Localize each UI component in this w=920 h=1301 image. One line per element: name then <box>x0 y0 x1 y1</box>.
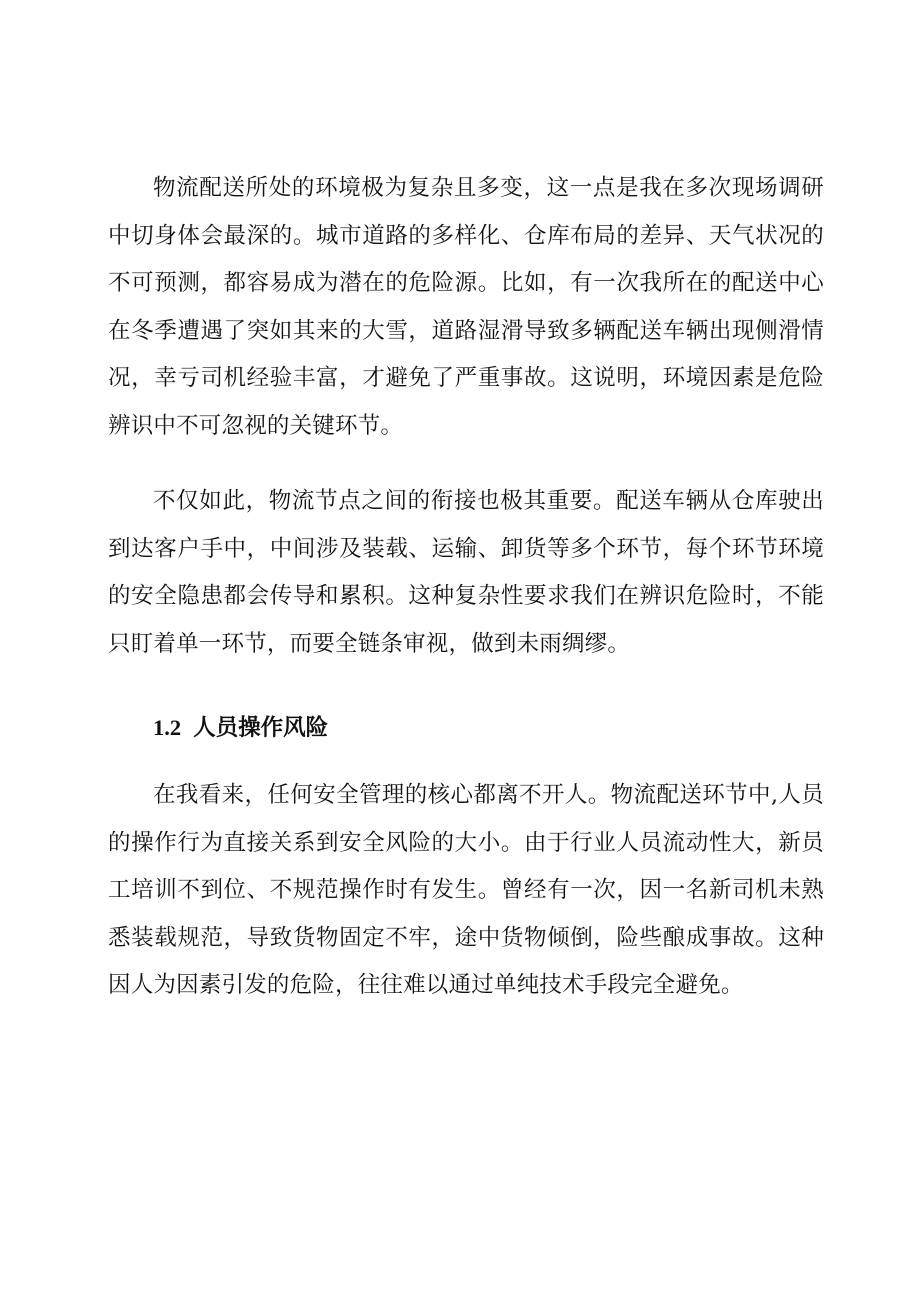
paragraph-personnel-risk: 在我看来，任何安全管理的核心都离不开人。物流配送环节中,人员的操作行为直接关系到安全风险的大小。由于行业人员流动性大，新员工培训不到位、不规范操作时有发生。曾经有一次，因一名新司机未熟悉装载规范，导致货物固定不牢，途中货物倾倒，险些酿成事故。这种因人为因素引发的危险，往往难以通过单纯技术手段完全避免。 <box>108 782 824 998</box>
section-number: 1.2 <box>153 715 182 740</box>
paragraph-environment-factors: 物流配送所处的环境极为复杂且多变，这一点是我在多次现场调研中切身体会最深的。城市道路的多样化、仓库布局的差异、天气状况的不可预测，都容易成为潜在的危险源。比如，有一次我所在的配送中心在冬季遭遇了突如其来的大雪，道路湿滑导致多辆配送车辆出现侧滑情况，幸亏司机经验丰富，才避免了严重事故。这说明，环境因素是危险辨识中不可忽视的关键环节。 <box>108 175 824 439</box>
section-heading <box>153 704 328 753</box>
paragraph-node-linkage: 不仅如此，物流节点之间的衔接也极其重要。配送车辆从仓库驶出到达客户手中，中间涉及装载、运输、卸货等多个环节，每个环节环境的安全隐患都会传导和累积。这种复杂性要求我们在辨识危险时，不能只盯着单一环节，而要全链条审视，做到未雨绸缪。 <box>108 488 824 657</box>
section-title: 人员操作风险 <box>193 715 329 741</box>
